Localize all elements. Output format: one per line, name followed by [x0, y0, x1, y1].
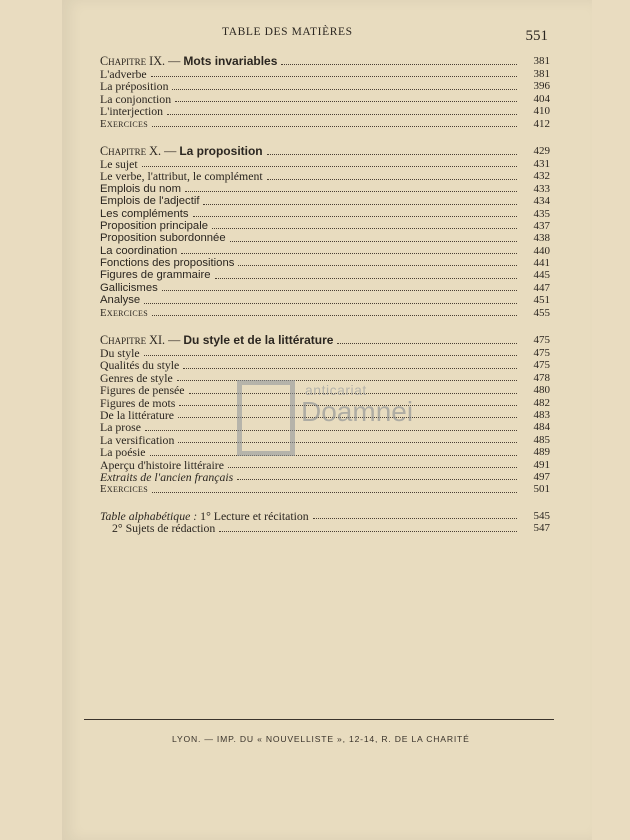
printer-imprint: LYON. — IMP. DU « NOUVELLISTE », 12-14, R. DE LA CHARITÉ: [172, 734, 470, 744]
entry-page: 438: [533, 232, 550, 245]
entry-label: Aperçu d'histoire littéraire: [100, 457, 224, 472]
entry-page: 475: [533, 334, 550, 347]
entry-page: 451: [533, 294, 550, 307]
entry-label: La versification: [100, 432, 175, 447]
entry-page: 429: [533, 144, 550, 157]
dot-leader: [144, 303, 517, 304]
entry-label: Analyse: [100, 294, 141, 307]
toc-chapter-section: [100, 54, 550, 130]
entry-label: Fonctions des propositions: [100, 257, 235, 270]
dot-leader: [162, 290, 517, 291]
toc-chapter-line: [100, 144, 550, 158]
toc-entry-line: [100, 257, 550, 269]
entry-page: 501: [533, 483, 550, 496]
dot-leader: [142, 166, 517, 167]
toc-chapter-line: [100, 54, 550, 68]
dot-leader: [281, 64, 517, 65]
entry-label: De la littérature: [100, 407, 175, 422]
toc-entry-line: [100, 269, 550, 281]
toc-entry-line: [100, 245, 550, 257]
entry-page: 478: [533, 371, 550, 384]
entry-page: 497: [533, 470, 550, 483]
chapter-dash: —: [161, 143, 180, 158]
toc-chapter-section: [100, 144, 550, 319]
toc-entry-line: [100, 93, 550, 105]
toc-entry-line: [100, 195, 550, 207]
entry-label: La préposition: [100, 79, 169, 94]
entry-page: 381: [533, 55, 550, 67]
watermark-logo-icon: [237, 380, 295, 456]
toc-entry-line: [100, 80, 550, 92]
running-header: [62, 22, 592, 46]
chapter-title: La proposition: [179, 143, 263, 158]
entry-label: Proposition principale: [100, 219, 209, 232]
toc-entry-line: [100, 483, 550, 495]
entry-page: 489: [533, 446, 550, 459]
dot-leader: [172, 89, 517, 90]
entry-label: Figures de grammaire: [100, 269, 211, 282]
dot-leader: [203, 204, 517, 205]
book-page: [62, 0, 592, 840]
entry-label: Le sujet: [100, 156, 138, 171]
entry-page: 441: [533, 257, 550, 270]
entry-page: 437: [533, 219, 550, 232]
dot-leader: [181, 253, 517, 254]
chapter-title: Du style et de la littérature: [183, 333, 334, 348]
entry-page: 484: [533, 421, 550, 434]
dot-leader: [152, 492, 517, 493]
toc-entry-line: [100, 105, 550, 117]
entry-label: La prose: [100, 420, 141, 435]
dot-leader: [212, 228, 517, 229]
entry-page: 447: [533, 281, 550, 294]
dot-leader: [151, 76, 517, 77]
entry-label: Figures de mots: [100, 395, 176, 410]
entry-label: Extraits de l'ancien français: [100, 469, 234, 484]
appendix-title: Table alphabétique :: [100, 508, 198, 523]
dot-leader: [183, 368, 517, 369]
entry-label: Qualités du style: [100, 358, 180, 373]
toc-entry-line: [100, 170, 550, 182]
page-number: 551: [525, 28, 548, 44]
dot-leader: [313, 518, 517, 519]
entry-page: 433: [533, 182, 550, 195]
toc-entry-line: [100, 522, 550, 534]
appendix-entries: [100, 510, 550, 535]
entry-page: 545: [533, 509, 550, 522]
chapter-heading: [100, 333, 335, 347]
appendix-item-1: 1° Lecture et récitation: [197, 508, 309, 523]
dot-leader: [167, 114, 517, 115]
entry-label: Gallicismes: [100, 281, 158, 294]
entry-label: Le verbe, l'attribut, le complément: [100, 169, 263, 184]
entry-label: L'adverbe: [100, 66, 147, 81]
entry-label: Proposition subordonnée: [100, 232, 226, 245]
entry-page: 475: [533, 359, 550, 372]
chapter-dash: —: [165, 54, 184, 68]
entry-label: Exercices: [100, 306, 148, 319]
toc-entry-line: [100, 220, 550, 232]
footer-rule: [84, 719, 554, 720]
watermark-big-text: Doamnei: [301, 396, 414, 427]
entry-page: 435: [533, 207, 550, 220]
dot-leader: [337, 343, 517, 344]
chapter-number: Chapitre X.: [100, 143, 162, 158]
dot-leader: [267, 179, 517, 180]
dot-leader: [267, 154, 517, 155]
dot-leader: [238, 265, 517, 266]
dot-leader: [193, 216, 517, 217]
entry-page: 485: [533, 433, 550, 446]
toc-entry-line: [100, 183, 550, 195]
entry-label: Les compléments: [100, 207, 189, 220]
entry-label: L'interjection: [100, 104, 164, 119]
dot-leader: [185, 191, 517, 192]
toc-entry-line: [100, 208, 550, 220]
appendix-item-2: 2° Sujets de rédaction: [112, 521, 216, 536]
chapter-dash: —: [165, 333, 184, 348]
entry-page: 440: [533, 244, 550, 257]
watermark: [237, 380, 497, 480]
entry-page: 381: [533, 67, 550, 80]
entry-page: 483: [533, 408, 550, 421]
entry-page: 491: [533, 458, 550, 471]
entry-label: Exercices: [100, 483, 148, 496]
chapter-heading: [100, 54, 279, 68]
toc-entry-line: [100, 307, 550, 319]
dot-leader: [230, 241, 517, 242]
toc-entry-line: [100, 118, 550, 130]
entry-page: 396: [533, 80, 550, 93]
entry-label: Emplois de l'adjectif: [100, 195, 200, 208]
chapter-number: Chapitre XI.: [100, 333, 166, 348]
entry-label: La coordination: [100, 244, 178, 257]
dot-leader: [144, 355, 517, 356]
entry-label: La conjonction: [100, 91, 172, 106]
entry-label: Genres de style: [100, 370, 173, 385]
chapter-title: Mots invariables: [183, 54, 278, 68]
dot-leader: [219, 531, 517, 532]
entry-page: 431: [533, 157, 550, 170]
entry-page: 475: [533, 347, 550, 360]
entry-page: 432: [533, 170, 550, 183]
toc-entry-line: [100, 232, 550, 244]
dot-leader: [152, 126, 517, 127]
toc-entry-line: [100, 282, 550, 294]
dot-leader: [152, 315, 517, 316]
dot-leader: [175, 101, 517, 102]
toc-entry-line: [100, 359, 550, 371]
entry-label: Exercices: [100, 117, 148, 130]
entry-page: 434: [533, 195, 550, 208]
toc-entry-line: [100, 294, 550, 306]
chapter-number: Chapitre IX.: [100, 54, 166, 68]
entry-page: 410: [533, 105, 550, 118]
entry-page: 404: [533, 92, 550, 105]
watermark-small-text: anticariat: [305, 382, 367, 398]
entry-label: Emplois du nom: [100, 182, 181, 195]
entry-label: Du style: [100, 346, 140, 361]
running-title: TABLE DES MATIÈRES: [222, 26, 353, 38]
entry-page: 482: [533, 396, 550, 409]
entry-page: 445: [533, 269, 550, 282]
chapter-heading: [100, 144, 265, 158]
toc-chapter-line: [100, 333, 550, 347]
entry-page: 412: [533, 117, 550, 130]
entry-label: Figures de pensée: [100, 383, 185, 398]
entry-page: 455: [533, 306, 550, 319]
entry-label: La poésie: [100, 445, 146, 460]
entry-page: 480: [533, 384, 550, 397]
dot-leader: [215, 278, 518, 279]
entry-page: 547: [533, 522, 550, 535]
